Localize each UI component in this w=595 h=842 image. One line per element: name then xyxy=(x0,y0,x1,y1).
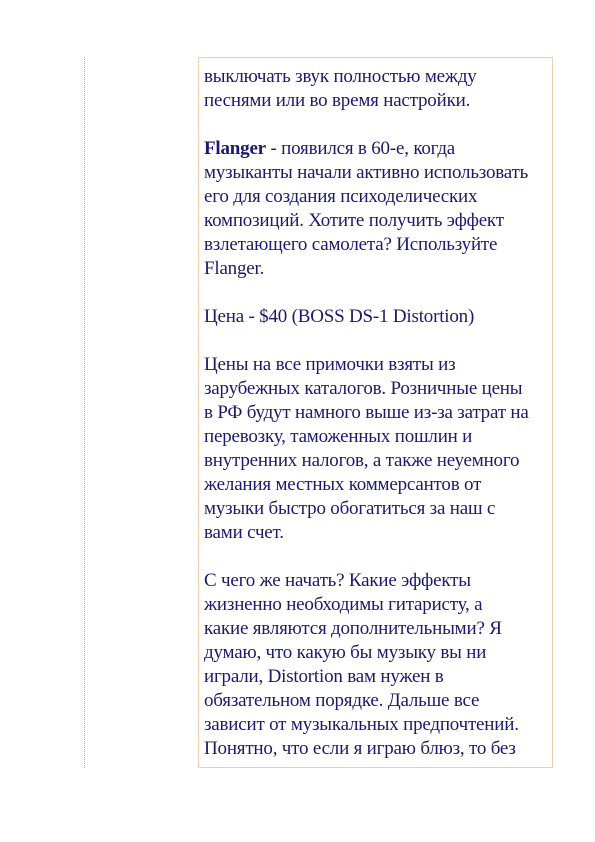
text-line: Цены на все примочки взяты из xyxy=(204,354,456,375)
text-line: С чего же начать? Какие эффекты xyxy=(204,570,471,591)
text-line: желания местных коммерсантов от xyxy=(204,474,482,495)
paragraph-flanger xyxy=(204,137,552,281)
text-line: зависит от музыкальных предпочтений. xyxy=(204,714,519,735)
margin-dotted-rule xyxy=(84,57,85,768)
text-line: музыканты начали активно использовать xyxy=(204,162,529,183)
text-line: обязательном порядке. Дальше все xyxy=(204,690,480,711)
text-line: зарубежных каталогов. Розничные цены xyxy=(204,378,523,399)
text-line: вами счет. xyxy=(204,522,284,543)
text-line: музыки быстро обогатиться за наш с xyxy=(204,498,496,519)
text-line xyxy=(204,137,552,161)
text-frame xyxy=(198,57,553,768)
paragraph-prices-note xyxy=(204,353,552,545)
text-line: внутренних налогов, а также неуемного xyxy=(204,450,520,471)
text-line: какие являются дополнительными? Я xyxy=(204,618,502,639)
flanger-term: Flanger xyxy=(204,138,266,159)
flanger-intro: - появился в 60-е, когда xyxy=(265,138,456,159)
text-line: взлетающего самолета? Используйте xyxy=(204,234,498,255)
text-line: Цена - $40 (BOSS DS-1 Distortion) xyxy=(204,306,475,327)
text-line: выключать звук полностью между xyxy=(204,66,477,87)
paragraph-mute-note xyxy=(204,65,552,113)
text-line: думаю, что какую бы музыку вы ни xyxy=(204,642,487,663)
paragraph-price xyxy=(204,305,552,329)
text-line: его для создания психоделических xyxy=(204,186,478,207)
text-line: песнями или во время настройки. xyxy=(204,90,471,111)
text-line: перевозку, таможенных пошлин и xyxy=(204,426,473,447)
text-line: Flanger. xyxy=(204,258,265,279)
paragraph-where-to-start xyxy=(204,569,552,761)
text-line: играли, Distortion вам нужен в xyxy=(204,666,444,687)
text-line: в РФ будут намного выше из-за затрат на xyxy=(204,402,529,423)
text-line: Понятно, что если я играю блюз, то без xyxy=(204,738,516,759)
text-line: композиций. Хотите получить эффект xyxy=(204,210,504,231)
text-line: жизненно необходимы гитаристу, а xyxy=(204,594,483,615)
